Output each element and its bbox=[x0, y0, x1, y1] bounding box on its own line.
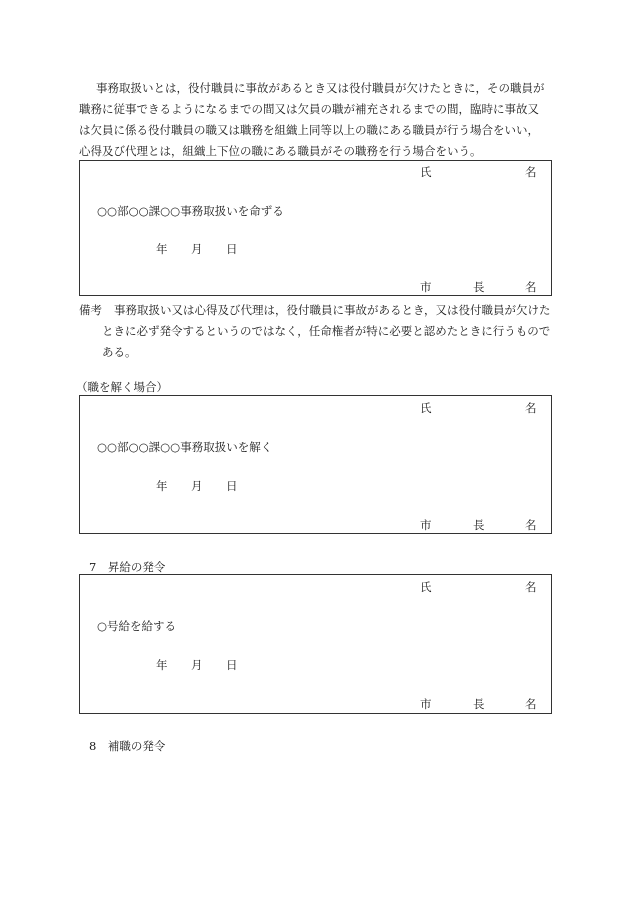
date-day: 日 bbox=[226, 242, 238, 256]
signer-label-cho: 長 bbox=[473, 280, 485, 294]
date-year: 年 bbox=[156, 658, 168, 672]
date-month: 月 bbox=[191, 242, 203, 256]
signer-label-mei: 名 bbox=[525, 697, 537, 711]
date-month: 月 bbox=[191, 479, 203, 493]
signer-label-shi: 市 bbox=[420, 280, 432, 294]
intro-line: は欠員に係る役付職員の職又は職務を組織上同等以上の職にある職員が行う場合をいい， bbox=[79, 123, 539, 137]
intro-line: 職務に従事できるようになるまでの間又は欠員の職が補充されるまでの間，臨時に事故又 bbox=[79, 102, 539, 116]
order-form-box-raise bbox=[79, 574, 552, 714]
section-heading-dismiss: （職を解く場合） bbox=[76, 380, 168, 394]
signer-label-mei: 名 bbox=[525, 518, 537, 532]
name-label-shi: 氏 bbox=[420, 165, 432, 179]
signer-label-shi: 市 bbox=[420, 518, 432, 532]
remarks-label: 備考 bbox=[79, 303, 102, 317]
remarks-line: ある。 bbox=[102, 345, 137, 359]
signer-label-cho: 長 bbox=[473, 518, 485, 532]
name-label-mei: 名 bbox=[525, 401, 537, 415]
name-label-shi: 氏 bbox=[420, 580, 432, 594]
name-label-shi: 氏 bbox=[420, 401, 432, 415]
section-heading-8: 8 補職の発令 bbox=[89, 739, 166, 753]
name-label-mei: 名 bbox=[525, 580, 537, 594]
order-text: ○号給を給する bbox=[97, 619, 177, 633]
intro-line: 事務取扱いとは，役付職員に事故があるとき又は役付職員が欠けたときに，その職員が bbox=[96, 81, 545, 95]
remarks-line: 事務取扱い又は心得及び代理は，役付職員に事故があるとき，又は役付職員が欠けた bbox=[114, 303, 551, 317]
intro-line: 心得及び代理とは，組織上下位の職にある職員がその職務を行う場合をいう。 bbox=[79, 144, 482, 158]
remarks-line: ときに必ず発令するというのではなく，任命権者が特に必要と認めたときに行うもので bbox=[102, 324, 551, 338]
order-text: ○○部○○課○○事務取扱いを解く bbox=[97, 440, 273, 454]
date-month: 月 bbox=[191, 658, 203, 672]
date-day: 日 bbox=[226, 479, 238, 493]
name-label-mei: 名 bbox=[525, 165, 537, 179]
order-form-box-appoint bbox=[79, 160, 552, 296]
order-form-box-dismiss bbox=[79, 395, 552, 534]
date-year: 年 bbox=[156, 479, 168, 493]
date-year: 年 bbox=[156, 242, 168, 256]
signer-label-cho: 長 bbox=[473, 697, 485, 711]
signer-label-mei: 名 bbox=[525, 280, 537, 294]
date-day: 日 bbox=[226, 658, 238, 672]
section-heading-7: 7 昇給の発令 bbox=[89, 560, 166, 574]
signer-label-shi: 市 bbox=[420, 697, 432, 711]
order-text: ○○部○○課○○事務取扱いを命ずる bbox=[97, 204, 284, 218]
